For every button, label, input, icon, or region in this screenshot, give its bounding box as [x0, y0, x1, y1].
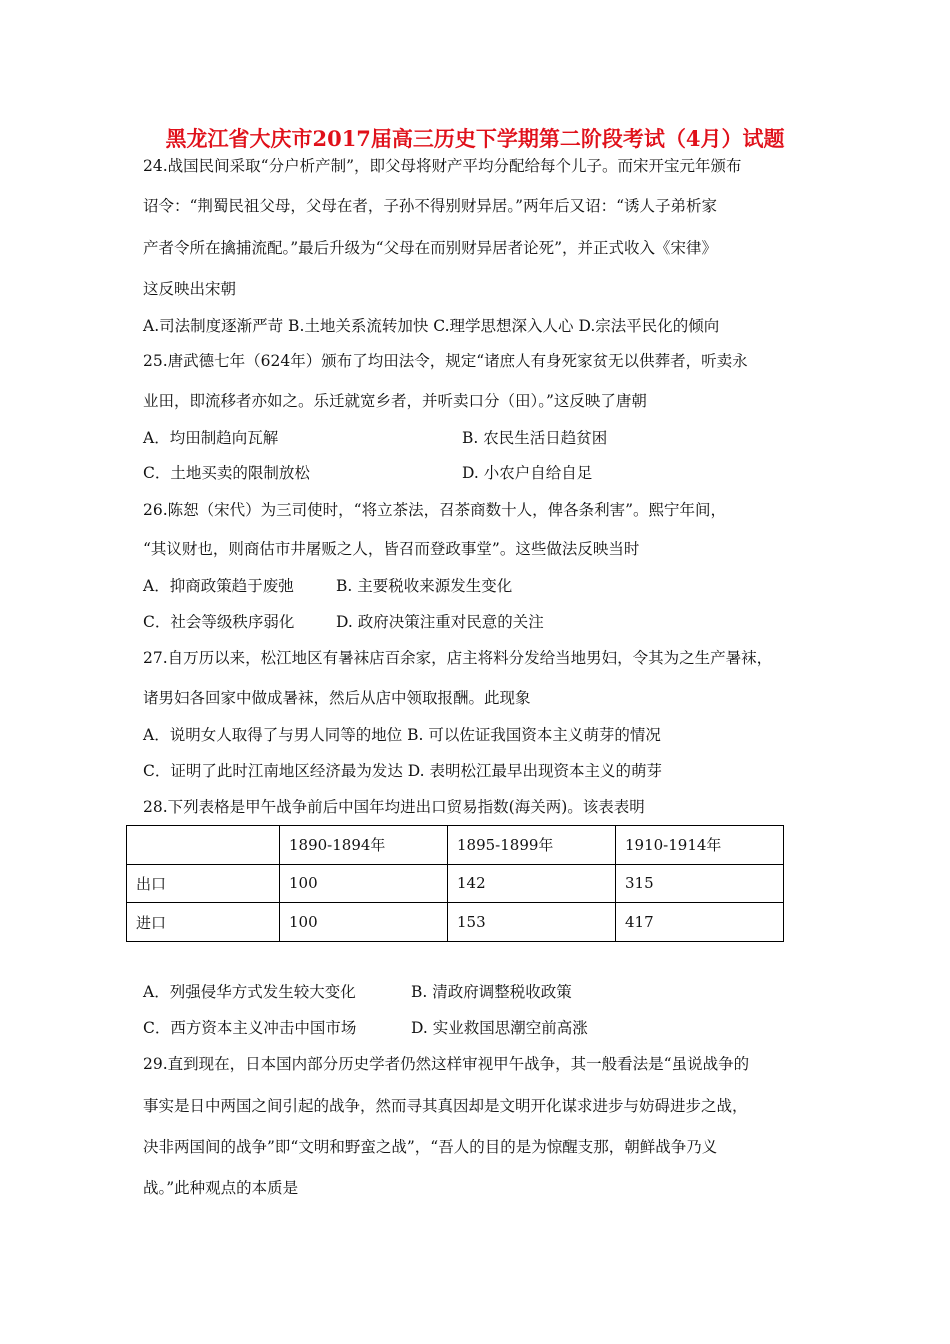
q25-option-c: C．土地买卖的限制放松 — [143, 464, 310, 482]
table-header-cell: 1895-1899年 — [448, 826, 616, 865]
q25-option-a: A．均田制趋向瓦解 — [143, 429, 279, 447]
table-cell: 100 — [280, 903, 448, 942]
q25-option-d: D. 小农户自给自足 — [462, 464, 593, 482]
q25-option-b: B. 农民生活日趋贫困 — [462, 429, 608, 447]
q29-stem-line-3: 决非两国间的战争”即“文明和野蛮之战”，“吾人的目的是为惊醒支那，朝鲜战争乃义 — [143, 1138, 718, 1156]
table-cell: 153 — [448, 903, 616, 942]
table-header-row — [127, 826, 784, 865]
q28-option-d: D. 实业救国思潮空前高涨 — [411, 1019, 588, 1037]
q25-stem-line-2: 业田，即流移者亦如之。乐迁就宽乡者，并听卖口分（田）。”这反映了唐朝 — [143, 392, 647, 410]
trade-index-table — [126, 825, 784, 942]
q27-options-line-2: C．证明了此时江南地区经济最为发达 D. 表明松江最早出现资本主义的萌芽 — [143, 762, 663, 780]
table-header-cell: 1890-1894年 — [280, 826, 448, 865]
q26-stem-line-2: “其议财也，则商估市井屠贩之人，皆召而登政事堂”。这些做法反映当时 — [143, 540, 640, 558]
table-cell: 进口 — [127, 903, 280, 942]
table-row — [127, 864, 784, 903]
q26-option-d: D. 政府决策注重对民意的关注 — [336, 613, 544, 631]
q28-stem: 28.下列表格是甲午战争前后中国年均进出口贸易指数(海关两)。该表表明 — [143, 798, 645, 816]
q24-stem-line-4: 这反映出宋朝 — [143, 280, 237, 298]
q24-stem-line-1: 24.战国民间采取“分户析产制”，即父母将财产平均分配给每个儿子。而宋开宝元年颁布 — [143, 157, 742, 175]
q29-stem-line-2: 事实是日中两国之间引起的战争，然而寻其真因却是文明开化谋求进步与妨碍进步之战， — [143, 1097, 748, 1115]
table-cell: 417 — [616, 903, 784, 942]
table-row — [127, 903, 784, 942]
page-title: 黑龙江省大庆市2017届高三历史下学期第二阶段考试（4月）试题 — [165, 126, 785, 151]
q26-option-a: A．抑商政策趋于废弛 — [143, 577, 294, 595]
q29-stem-line-4: 战。”此种观点的本质是 — [143, 1179, 299, 1197]
q27-options-line-1: A．说明女人取得了与男人同等的地位 B. 可以佐证我国资本主义萌芽的情况 — [143, 726, 661, 744]
q25-stem-line-1: 25.唐武德七年（624年）颁布了均田法令，规定“诸庶人有身死家贫无以供葬者，听卖永 — [143, 352, 748, 370]
table-cell: 315 — [616, 864, 784, 903]
q24-stem-line-2: 诏令：“荆蜀民祖父母，父母在者，子孙不得别财异居。”两年后又诏：“诱人子弟析家 — [143, 197, 718, 215]
table-cell — [127, 826, 280, 865]
q28-option-b: B. 清政府调整税收政策 — [411, 983, 572, 1001]
q28-option-c: C．西方资本主义冲击中国市场 — [143, 1019, 357, 1037]
q29-stem-line-1: 29.直到现在，日本国内部分历史学者仍然这样审视甲午战争，其一般看法是“虽说战争的 — [143, 1055, 750, 1073]
q28-option-a: A．列强侵华方式发生较大变化 — [143, 983, 356, 1001]
table-cell: 142 — [448, 864, 616, 903]
table-header-cell: 1910-1914年 — [616, 826, 784, 865]
table-cell: 出口 — [127, 864, 280, 903]
q27-stem-line-2: 诸男妇各回家中做成暑袜，然后从店中领取报酬。此现象 — [143, 689, 531, 707]
q24-options: A.司法制度逐渐严苛 B.土地关系流转加快 C.理学思想深入人心 D.宗法平民化的倾向 — [143, 317, 720, 335]
q26-stem-line-1: 26.陈恕（宋代）为三司使时，“将立茶法，召茶商数十人，俾各条利害”。熙宁年间， — [143, 501, 727, 519]
table-cell: 100 — [280, 864, 448, 903]
q27-stem-line-1: 27.自万历以来，松江地区有暑袜店百余家，店主将料分发给当地男妇，令其为之生产暑袜， — [143, 649, 773, 667]
q26-option-b: B. 主要税收来源发生变化 — [336, 577, 513, 595]
q26-option-c: C．社会等级秩序弱化 — [143, 613, 295, 631]
q24-stem-line-3: 产者令所在擒捕流配。”最后升级为“父母在而别财异居者论死”，并正式收入《宋律》 — [143, 239, 718, 257]
